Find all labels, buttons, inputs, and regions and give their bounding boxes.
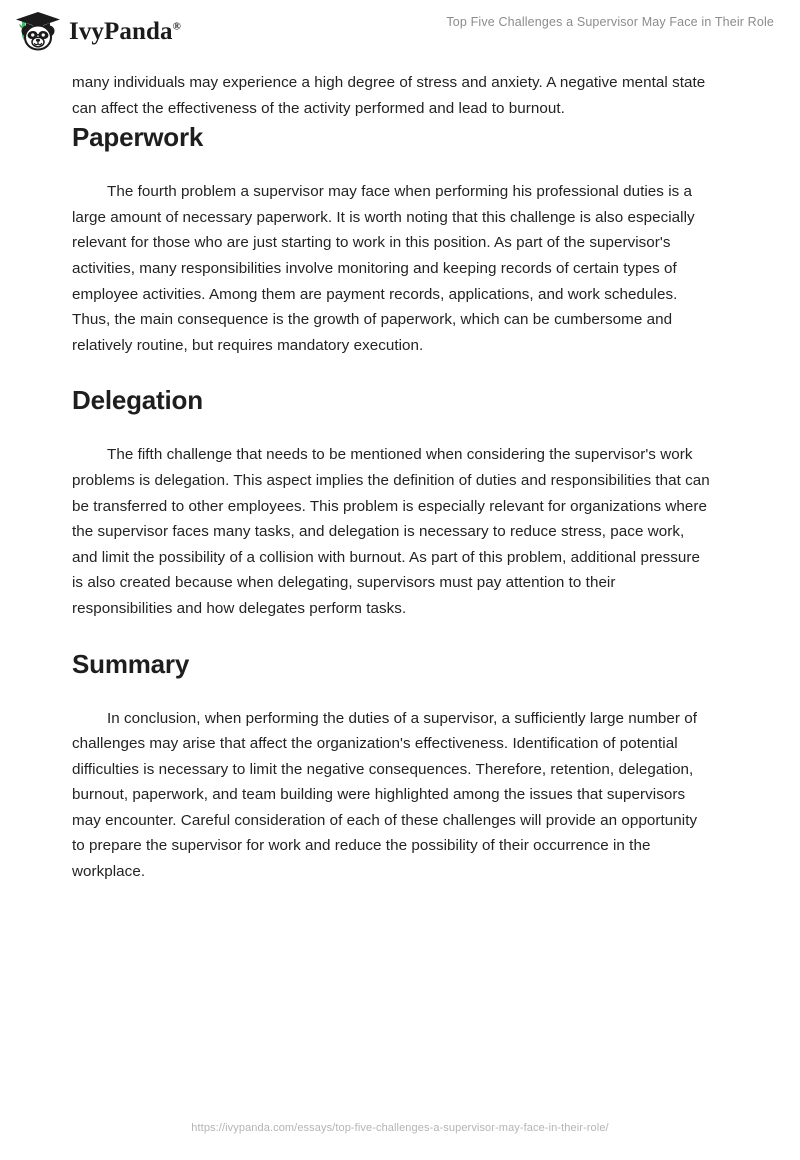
page-title: Top Five Challenges a Supervisor May Face in Their Role [446,15,774,29]
section-heading-delegation: Delegation [72,385,203,416]
section-paragraph-delegation: The fifth challenge that needs to be mentioned when considering the supervisor's work problems is delegation. This aspect implies the definition of duties and responsibilities that can be transferred to other employees. This problem is especially relevant for organizations where the supervisor faces many tasks, and delegation is necessary to reduce stress, pace work, and limit the possibility of a collision with burnout. As part of this problem, additional pressure is also created because when delegating, supervisors must pay attention to their responsibilities and how delegates perform tasks. [72,446,710,617]
section-paragraph-paperwork: The fourth problem a supervisor may face when performing his professional duties is a large amount of necessary paperwork. It is worth noting that this challenge is also especially relevant for those who are just starting to work in this position. As part of the supervisor's activities, many responsibilities involve monitoring and keeping records of certain types of employee activities. Among them are payment records, applications, and work schedules. Thus, the main consequence is the growth of paperwork, which can be cumbersome and relatively routine, but requires mandatory execution. [72,183,695,354]
brand-name-text: IvyPanda [69,17,173,45]
panda-graduation-cap-icon [14,10,62,52]
spacer [72,680,710,706]
article-body [72,70,710,885]
registered-trademark-icon: ® [172,20,181,33]
brand-wordmark [69,19,181,44]
spacer [72,153,710,179]
spacer [72,358,710,384]
page-footer [0,1118,800,1136]
section-heading-paperwork: Paperwork [72,122,204,153]
section-paragraph-summary: In conclusion, when performing the duties of a supervisor, a sufficiently large number of challenges may arise that affect the organization's effectiveness. Identification of potential difficulties is necessary to limit the negative consequences. Therefore, retention, delegation, burnout, paperwork, and team building were highlighted among the issues that supervisors may encounter. Careful consideration of each of these challenges will provide an opportunity to prepare the supervisor for work and reduce the possibility of their occurrence in the workplace. [72,709,698,881]
spacer [72,622,710,648]
spacer [72,416,710,442]
brand-logo-link[interactable] [14,10,181,52]
source-url-link[interactable]: https://ivypanda.com/essays/top-five-challenges-a-supervisor-may-face-in-their-role/ [191,1122,609,1134]
section-heading-summary: Summary [72,648,190,679]
paragraph-continued: many individuals may experience a high degree of stress and anxiety. A negative mental state can affect the effectiveness of the activity performed and lead to burnout. [72,74,706,117]
page-header [0,0,800,62]
